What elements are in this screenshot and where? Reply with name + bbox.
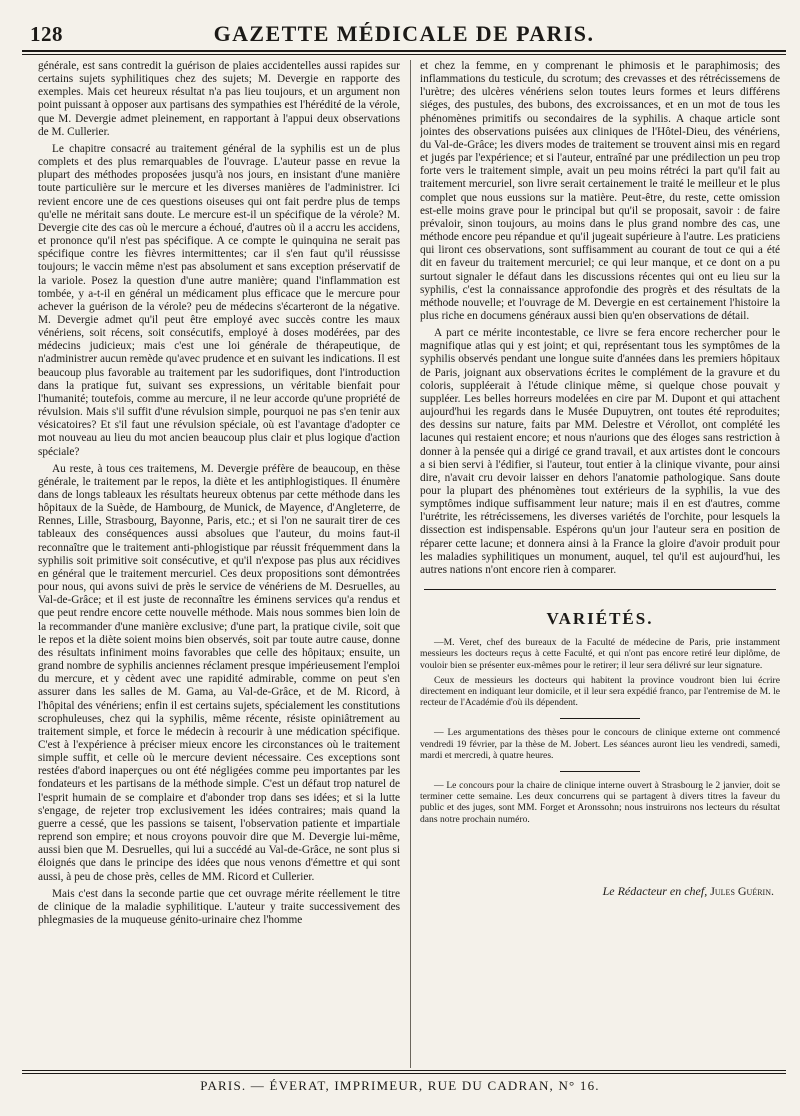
notice-item: —M. Veret, chef des bureaux de la Faculté de médecine de Paris, prie instamment messieurs les docteurs reçus à cette Faculté, et qui n'ont pas encore retiré leur diplôme, de vouloir bien se présenter eux-mêmes pour le retirer; il leur sera délivré sur leur signature. bbox=[420, 637, 780, 671]
page-number: 128 bbox=[30, 22, 63, 46]
masthead-title: GAZETTE MÉDICALE DE PARIS. bbox=[213, 21, 595, 46]
signature-title: Le Rédacteur en chef, bbox=[602, 883, 708, 898]
page-header bbox=[22, 18, 786, 48]
notice-divider bbox=[560, 771, 640, 772]
header-rule bbox=[22, 50, 786, 55]
notice-divider bbox=[560, 718, 640, 719]
section-rule bbox=[424, 589, 776, 590]
left-column bbox=[38, 60, 400, 1090]
footer-rule bbox=[22, 1070, 786, 1074]
editor-signature bbox=[420, 885, 780, 898]
article-paragraph: Mais c'est dans la seconde partie que cet ouvrage mérite réellement le titre de clinique de la maladie syphilitique. L'auteur y traite successivement des phlegmasies de la muqueuse génito-urinaire chez l'homme bbox=[38, 887, 400, 926]
article-paragraph: générale, est sans contredit la guérison de plaies accidentelles aussi rapides sur certains sujets syphilitiques chez des sujets; M. Devergie en rapporte des exemples. Mais cet heureux résultat n'a pas lieu toujours, et un argument non point puissant à opposer aux partisans des sympathies est l'hérédité de la vérole, que M. Devergie admet pleinement, en rapportant à l'appui deux observations de M. Cullerier. bbox=[38, 60, 400, 138]
article-paragraph: et chez la femme, en y comprenant le phimosis et le paraphimosis; des inflammations du testicule, du scrotum; des crevasses et des rétrécissemens de l'urètre; des ulcères vénériens selon toutes leurs formes et leurs différens siéges, des pustules, des bubons, des excroissances, et en un mot de tous les phénomènes primitifs ou secondaires de la syphilis. A chaque article sont jointes des observations puisées aux cliniques de l'Hôtel-Dieu, des vénériens, du Val-de-Grâce; les divers modes de traitement se trouvent ainsi mis en regard et jugés par l'expérience; et si l'auteur, entraîné par une prédilection un peu trop forte vers le traitement simple, avait un peu moins rétréci la part qu'il fait au traitement mercuriel, son livre serait certainement le traité le meilleur et le plus complet que nous eussions sur la matière. Peut-être, du reste, cette omission est-elle moins grave pour le principal but qu'il se proposait, savoir : de faire prévaloir, sinon toujours, au moins dans le plus grand nombre des cas, une méthode encore peu répandue et qu'il jugeait supérieure à l'autre. Les praticiens qui liront ces observations, sont suffisamment au courant de tout ce qui a été dit en faveur du traitement mercuriel; ce qui leur manque, et ce dont on a pu surtout signaler le défaut dans les discussions récentes qui ont eu lieu sur la syphilis, c'est la connaissance approfondie des progrès et des résultats de la méthode nouvelle; et l'ouvrage de M. Devergie en est certainement l'histoire la plus riche en documens généraux aussi bien qu'en observations de détail. bbox=[420, 60, 780, 322]
printer-imprint: PARIS. — ÉVERAT, IMPRIMEUR, RUE DU CADRAN, N° 16. bbox=[200, 1078, 600, 1093]
section-title-varietes: VARIÉTÉS. bbox=[546, 609, 654, 629]
notice-item: — Le concours pour la chaire de clinique interne ouvert à Strasbourg le 2 janvier, doit se terminer cette semaine. Les deux concurrens qui se partagent à divers titres la faveur du public et des juges, sont MM. Forget et Aronssohn; nous instruirons nos lecteurs du résultat dans notre prochain numéro. bbox=[420, 780, 780, 825]
signature-name: Jules Guérin. bbox=[710, 883, 774, 898]
article-paragraph: Au reste, à tous ces traitemens, M. Devergie préfère de beaucoup, en thèse générale, le traitement par le repos, la diète et les antiphlogistiques. Il énumère dans de longs tableaux les résultats heureux obtenus par cette méthode dans les hôpitaux de la Suède, de Hambourg, de Munick, de Mayence, d'Angleterre, de Rennes, Lille, Strasbourg, Bayonne, Paris, etc.; et si l'on ne saurait tirer de ces tableaux des conséquences aussi absolues que l'auteur, du moins faut-il reconnaître que le traitement anti-phlogistique par réussit fréquemment dans la syphilis soit primitive soit consécutive, et qu'il n'expose pas plus aux récidives en général que le traitement mercuriel. Ces deux propositions sont démontrées pour nous, qui avons suivi de près le service de vénériens de M. Desruelles, au Val-de-Grâce; et il est juste de reconnaître les éminens services qu'a rendus et que peut rendre encore cette nouvelle méthode. Mais nous sommes bien loin de la recommander d'une manière exclusive; d'une part, la pratique civile, soit que le repos et la diète soient moins bien observés, soit par toute autre cause, donne des résultats infiniment moins favorables que celle des hôpitaux; ensuite, un grand nombre de syphilis anciennes réclament presque impérieusement l'emploi du mercure, et y cèdent avec une rapidité admirable, comme on peut s'en assurer dans les salles de M. Gama, au Val-de-Grâce, et de M. Ricord, à l'hôpital des vénériens; enfin il est certains sujets, spécialement les constitutions scrophuleuses, chez qui la syphilis, même récente, résiste opiniâtrement au traitement simple, et force le médecin à recourir à une médication spécifique. C'est à l'expérience à préciser mieux encore les circonstances où le traitement simple suffit, et celle où le mercure devient nécessaire. Ces exceptions sont restées d'abord inaperçues ou ont été négligées comme peu importantes par les fondateurs et les partisans de la méthode simple. C'est un défaut trop naturel de l'esprit humain de se complaire et d'abonder trop dans ses idées; et si la lutte s'engage, de rejeter trop exclusivement les idées contraires; mais quand la guerre a cessé, que les passions se taisent, l'observation patiente et impartiale reprend son empire; et nous croyons pouvoir dire que M. Devergie lui-même, aussi bien que M. Desruelles, qui lui a succédé au Val-de-Grâce, ne sont plus si éloignés que dans le principe des idées que nous venons d'émettre et qui sont aussi, à peu de chose près, celles de MM. Ricord et Cullerier. bbox=[38, 462, 400, 883]
notice-item: — Les argumentations des thèses pour le concours de clinique externe ont commencé vendredi 19 février, par la thèse de M. Jobert. Les séances auront lieu les vendredi, samedi, mardi et mercredi, à quatre heures. bbox=[420, 727, 780, 761]
article-paragraph: A part ce mérite incontestable, ce livre se fera encore rechercher pour le magnifique atlas qui y est joint; et qui, représentant tous les symptômes de la syphilis observés pendant une longue suite d'années dans les premiers hôpitaux de Paris, joignant aux observations écrites le complément de la gravure et du coloris, suppléerait à l'étude clinique même, si quelque chose pouvait y suppléer. Les belles horreurs modelées en cire par M. Dupont et qui attachent aujourd'hui les regards dans le Musée Dupuytren, ont toutes été reproduites; des dessins sur nature, faits par MM. Delestre et Vérollot, ont complété les lacunes qui restaient encore; et nous n'aurions que des éloges sans restriction à donner à la pensée qui a dirigé ce grand travail, et aux artistes dont le concours a si bien servi à l'édifier, si l'auteur, tout entier à la clinique vivante, pour ainsi dire, n'avait cru devoir laisser en dehors l'anatomie pathologique. Sans doute pour la plupart des phénomènes tout extérieurs de la syphilis, la vue des symptômes indique suffisamment leur nature; mais il en est d'autres, comme l'urétrite, les rétrécissemens, les diverses variétés de l'orchite, pour lesquels la dissection est indispensable. Espérons qu'un jour l'auteur sera en position de réparer cette lacune; et donnera ainsi à la France la gloire d'avoir produit pour les maladies syphilitiques un monument, auquel, tel qu'il est aujourd'hui, les autres nations n'ont encore rien à comparer. bbox=[420, 327, 780, 576]
column-divider bbox=[410, 60, 411, 1068]
right-column bbox=[420, 60, 780, 1090]
notice-item: Ceux de messieurs les docteurs qui habitent la province voudront bien lui écrire directement en indiquant leur domicile, et il leur sera expédié franco, par l'entremise de M. le recteur de l'Académie d'où ils dépendent. bbox=[420, 674, 780, 709]
article-paragraph: Le chapitre consacré au traitement général de la syphilis est un de plus complets et des plus remarquables de l'ouvrage. L'auteur passe en revue la plupart des méthodes proposées jusqu'à nos jours, en insistant d'une manière toute particulière sur le mercure et les diverses manières de l'administrer. Ici revient encore une de ces questions oiseuses qui ont fait perdre plus de temps qu'elle ne méritait sans doute. Le mercure est-il un spécifique de la vérole? M. Devergie cite des cas où le mercure a échoué, d'autres où il a accru les accidens, et prononce qu'il n'est pas spécifique. A ce compte le quinquina ne serait pas spécifique contre les fièvres intermittentes; car il s'en faut qu'il réussisse toujours; le vaccin même n'est pas absolument et sans exception préservatif de la variole. Posez la question d'une autre manière; quand l'inflammation est tombée, y a-t-il en général un médicament plus efficace que le mercure pour achever la guérison de la vérole? peu de médecins s'écarteront de la négative. M. Devergie admet qu'il peut être employé avec succès contre les maux vénériens, soit récens, soit consécutifs, employé à doses modérées, par des médecins judicieux; mais c'est une loi générale de thérapeutique, de n'administrer aucun remède qu'avec prudence et en suivant les indications. Il est beaucoup plus favorable au traitement par les sudorifiques, dont l'introduction dans la pratique fut, suivant ses expressions, un véritable bienfait pour l'humanité; toutefois, comme au mercure, il ne leur accorde qu'une propriété de révulsion. Mais s'il suffit d'une révulsion simple, pourquoi ne pas s'en tenir aux vésicatoires? Et s'il faut une révulsion spéciale, où est l'avantage d'adopter ce mot nouveau au lieu du mot ancien beaucoup plus clair et plus logique d'action spéciale? bbox=[38, 142, 400, 458]
